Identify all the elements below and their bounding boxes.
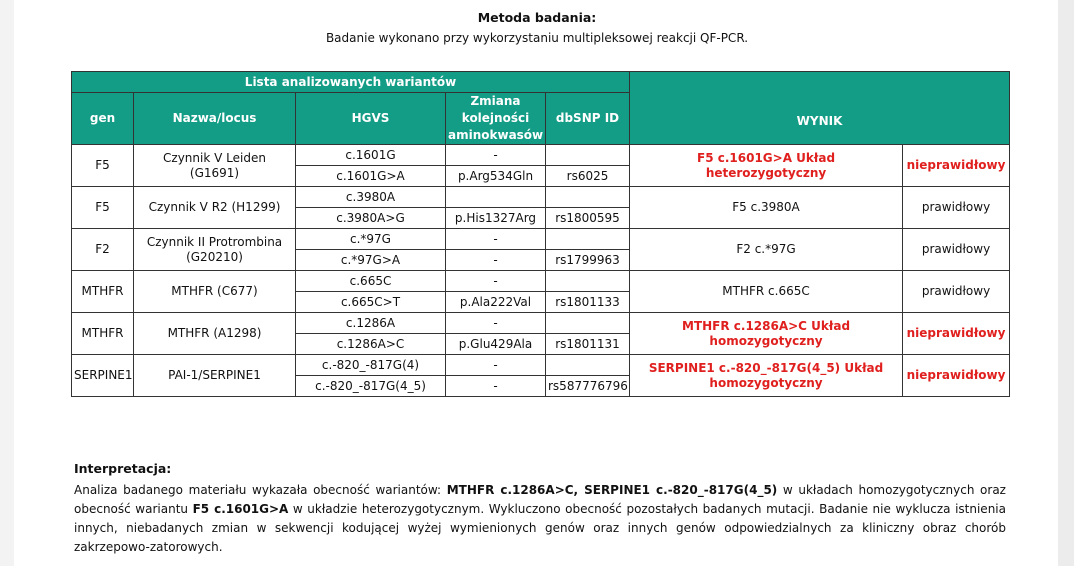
result-line2: homozygotyczny (709, 375, 823, 390)
hgvs-ref-cell: c.1286A (296, 313, 446, 334)
locus-line1: Czynnik V Leiden (163, 150, 266, 165)
dbsnp-alt-cell: rs1800595 (546, 208, 630, 229)
aa-ref-cell: - (446, 271, 546, 292)
gen-cell: F2 (72, 229, 134, 271)
gen-cell: MTHFR (72, 271, 134, 313)
result-line2: homozygotyczny (709, 333, 823, 348)
result-cell (630, 313, 903, 355)
col-locus: Nazwa/locus (134, 93, 296, 145)
interp-part2: w układach homozygotycznych oraz obecność wariantu (74, 483, 1006, 516)
dbsnp-alt-cell: rs6025 (546, 166, 630, 187)
interpretation-text (74, 481, 1006, 557)
hgvs-ref-cell: c.*97G (296, 229, 446, 250)
table-row (72, 229, 1010, 250)
status-cell: prawidłowy (903, 271, 1010, 313)
dbsnp-alt-cell: rs587776796 (546, 376, 630, 397)
aa-alt-cell: - (446, 250, 546, 271)
locus-cell (134, 187, 296, 229)
result-cell (630, 271, 903, 313)
status-cell: nieprawidłowy (903, 355, 1010, 397)
locus-cell (134, 313, 296, 355)
locus-line1: Czynnik II Protrombina (146, 234, 283, 249)
locus-cell (134, 229, 296, 271)
locus-cell (134, 271, 296, 313)
hgvs-alt-cell: c.*97G>A (296, 250, 446, 271)
locus-line1: MTHFR (A1298) (167, 326, 262, 340)
aa-ref-cell: - (446, 145, 546, 166)
table-row (72, 187, 1010, 208)
result-line1: F5 c.3980A (732, 200, 800, 214)
result-line1: F2 c.*97G (736, 242, 796, 256)
status-cell: prawidłowy (903, 229, 1010, 271)
aa-alt-cell: p.Glu429Ala (446, 334, 546, 355)
hgvs-alt-cell: c.1601G>A (296, 166, 446, 187)
result-line1: F5 c.1601G>A Układ (697, 150, 836, 165)
status-cell: nieprawidłowy (903, 145, 1010, 187)
group-header: Lista analizowanych wariantów (72, 72, 630, 93)
result-line2: heterozygotyczny (705, 165, 827, 180)
table-row (72, 313, 1010, 334)
locus-line1: PAI-1/SERPINE1 (168, 368, 261, 382)
dbsnp-alt-cell: rs1799963 (546, 250, 630, 271)
locus-cell (134, 355, 296, 397)
gen-cell: SERPINE1 (72, 355, 134, 397)
col-aa-line2: kolejności (461, 111, 530, 125)
result-line1: MTHFR c.665C (722, 284, 810, 298)
dbsnp-alt-cell: rs1801133 (546, 292, 630, 313)
locus-line1: Czynnik V R2 (H1299) (148, 200, 281, 214)
col-hgvs: HGVS (296, 93, 446, 145)
method-title: Metoda badania: (477, 10, 597, 25)
result-cell (630, 229, 903, 271)
col-gen: gen (72, 93, 134, 145)
aa-ref-cell (446, 187, 546, 208)
dbsnp-ref-cell (546, 355, 630, 376)
col-aa-line3: aminokwasów (448, 128, 544, 142)
col-aa-change (446, 93, 546, 145)
aa-alt-cell: p.His1327Arg (446, 208, 546, 229)
aa-alt-cell: p.Arg534Gln (446, 166, 546, 187)
dbsnp-alt-cell: rs1801131 (546, 334, 630, 355)
aa-alt-cell: p.Ala222Val (446, 292, 546, 313)
interpretation-title: Interpretacja: (74, 461, 172, 476)
hgvs-alt-cell: c.3980A>G (296, 208, 446, 229)
locus-line1: MTHFR (C677) (171, 284, 258, 298)
result-line1: MTHFR c.1286A>C Układ (681, 318, 851, 333)
dbsnp-ref-cell (546, 313, 630, 334)
interp-part3: w układzie heterozygotycznym. Wykluczono obecność pozostałych badanych mutacji. Badanie nie wyklucza istnienia innych, niebadanych zmian w sekwencji kodującej wyżej wymienionych genów oraz innych genów odpowiedzialnych za kliniczny obraz chorób zakrzepowo-zatorowych. (74, 502, 1006, 554)
result-line1: SERPINE1 c.-820_-817G(4_5) Układ (648, 360, 884, 375)
status-cell: nieprawidłowy (903, 313, 1010, 355)
aa-alt-cell: - (446, 376, 546, 397)
dbsnp-ref-cell (546, 187, 630, 208)
aa-ref-cell: - (446, 313, 546, 334)
locus-line2: (G20210) (186, 249, 243, 264)
result-cell (630, 187, 903, 229)
gen-cell: F5 (72, 145, 134, 187)
hgvs-alt-cell: c.665C>T (296, 292, 446, 313)
gen-cell: F5 (72, 187, 134, 229)
hgvs-ref-cell: c.3980A (296, 187, 446, 208)
result-cell (630, 145, 903, 187)
locus-cell (134, 145, 296, 187)
hgvs-ref-cell: c.1601G (296, 145, 446, 166)
aa-ref-cell: - (446, 355, 546, 376)
scrollbar-track[interactable] (1058, 0, 1074, 566)
gen-cell: MTHFR (72, 313, 134, 355)
dbsnp-ref-cell (546, 145, 630, 166)
table-row (72, 271, 1010, 292)
table-row (72, 355, 1010, 376)
status-cell: prawidłowy (903, 187, 1010, 229)
method-text: Badanie wykonano przy wykorzystaniu multipleksowej reakcji QF-PCR. (325, 31, 749, 45)
hgvs-alt-cell: c.1286A>C (296, 334, 446, 355)
result-header: WYNIK (630, 72, 1010, 145)
variants-table (71, 71, 1010, 397)
hgvs-ref-cell: c.-820_-817G(4) (296, 355, 446, 376)
interp-part1: Analiza badanego materiału wykazała obecność wariantów: (74, 483, 447, 497)
dbsnp-ref-cell (546, 271, 630, 292)
locus-line2: (G1691) (189, 165, 240, 180)
interp-bold2: F5 c.1601G>A (192, 502, 289, 516)
col-dbsnp: dbSNP ID (546, 93, 630, 145)
col-aa-line1: Zmiana (470, 94, 521, 108)
dbsnp-ref-cell (546, 229, 630, 250)
hgvs-alt-cell: c.-820_-817G(4_5) (296, 376, 446, 397)
interp-bold1: MTHFR c.1286A>C, SERPINE1 c.-820_-817G(4_5) (446, 483, 778, 497)
table-row (72, 145, 1010, 166)
aa-ref-cell: - (446, 229, 546, 250)
result-cell (630, 355, 903, 397)
hgvs-ref-cell: c.665C (296, 271, 446, 292)
